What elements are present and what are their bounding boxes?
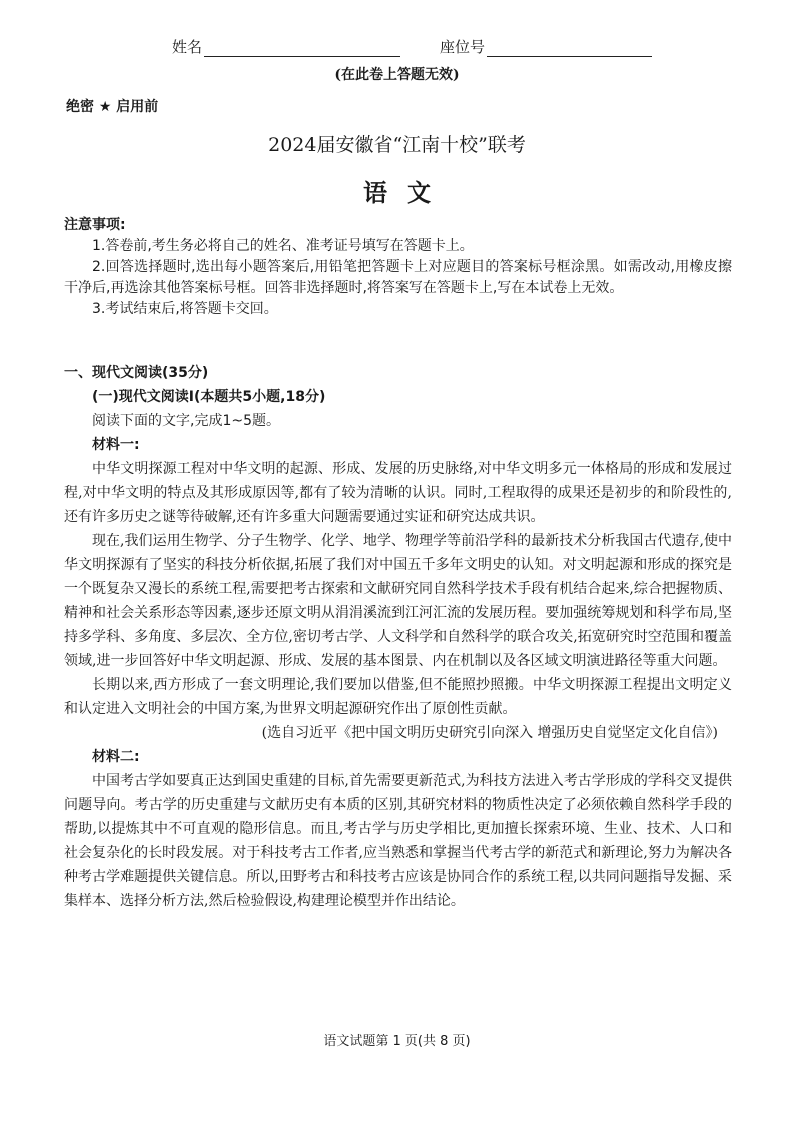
section-heading: 一、现代文阅读(35分): [64, 365, 209, 381]
seat-field: [440, 36, 652, 57]
notes-heading: 注意事项:: [64, 217, 126, 233]
name-label: 姓名: [172, 38, 203, 56]
material-1-label: 材料一:: [92, 437, 140, 453]
subject-title: 语文: [363, 178, 451, 207]
material-1-source: (选自习近平《把中国文明历史研究引向深入 增强历史自觉坚定文化自信》): [261, 725, 718, 741]
seat-label: 座位号: [440, 38, 486, 56]
name-blank-line: [204, 39, 400, 57]
invalid-answer-notice: (在此卷上答题无效): [334, 67, 460, 83]
exam-notes: [64, 215, 732, 320]
instruction-text: 阅读下面的文字,完成1~5题。: [92, 413, 280, 429]
name-field: [172, 36, 400, 57]
subsection-heading: (一)现代文阅读Ⅰ(本题共5小题,18分): [92, 389, 326, 405]
note-item: 1.答卷前,考生务必将自己的姓名、准考证号填写在答题卡上。: [92, 238, 474, 254]
seat-blank-line: [487, 39, 652, 57]
note-item: 2.回答选择题时,选出每小题答案后,用铅笔把答题卡上对应题目的答案标号框涂黑。如需改动,用橡皮擦干净后,再选涂其他答案标号框。回答非选择题时,将答案写在答题卡上,写在本试卷上无效。: [64, 259, 732, 296]
secret-mark: 绝密 ★ 启用前: [66, 99, 159, 115]
material-2-label: 材料二:: [92, 749, 140, 765]
exam-title: 2024届安徽省“江南十校”联考: [268, 134, 526, 156]
material-1-paragraph: 长期以来,西方形成了一套文明理论,我们要加以借鉴,但不能照抄照搬。中华文明探源工程提出文明定义和认定进入文明社会的中国方案,为世界文明起源研究作出了原创性贡献。: [64, 677, 732, 717]
student-info-row: [0, 36, 794, 58]
material-1-paragraph: 中华文明探源工程对中华文明的起源、形成、发展的历史脉络,对中华文明多元一体格局的形成和发展过程,对中华文明的特点及其形成原因等,都有了较为清晰的认识。同时,工程取得的成果还是初步的和阶段性的,还有许多历史之谜等待破解,还有许多重大问题需要通过实证和研究达成共识。: [64, 461, 732, 525]
material-2-paragraph: 中国考古学如要真正达到国史重建的目标,首先需要更新范式,为科技方法进入考古学形成的学科交叉提供问题导向。考古学的历史重建与文献历史有本质的区别,其研究材料的物质性决定了必须依赖自然科学手段的帮助,以提炼其中不可直观的隐形信息。而且,考古学与历史学相比,更加擅长探索环境、生业、技术、人口和社会复杂化的长时段发展。对于科技考古工作者,应当熟悉和掌握当代考古学的新范式和新理论,努力为解决各种考古学难题提供关键信息。所以,田野考古和科技考古应该是协同合作的系统工程,以共同问题指导发掘、采集样本、选择分析方法,然后检验假设,构建理论模型并作出结论。: [64, 773, 732, 909]
reading-section: [64, 361, 732, 913]
material-1-paragraph: 现在,我们运用生物学、分子生物学、化学、地学、物理学等前沿学科的最新技术分析我国古代遗存,使中华文明探源有了坚实的科技分析依据,拓展了我们对中国五千多年文明史的认知。对文明起源和形成的探究是一个既复杂又漫长的系统工程,需要把考古探索和文献研究同自然科学技术手段有机结合起来,综合把握物质、精神和社会关系形态等因素,逐步还原文明从涓涓溪流到江河汇流的发展历程。要加强统筹规划和科学布局,坚持多学科、多角度、多层次、全方位,密切考古学、人文科学和自然科学的联合攻关,拓宽研究时空范围和覆盖领域,进一步回答好中华文明起源、形成、发展的基本图景、内在机制以及各区域文明演进路径等重大问题。: [64, 533, 732, 669]
note-item: 3.考试结束后,将答题卡交回。: [92, 301, 278, 317]
page-footer: 语文试题第 1 页(共 8 页): [323, 1034, 471, 1049]
